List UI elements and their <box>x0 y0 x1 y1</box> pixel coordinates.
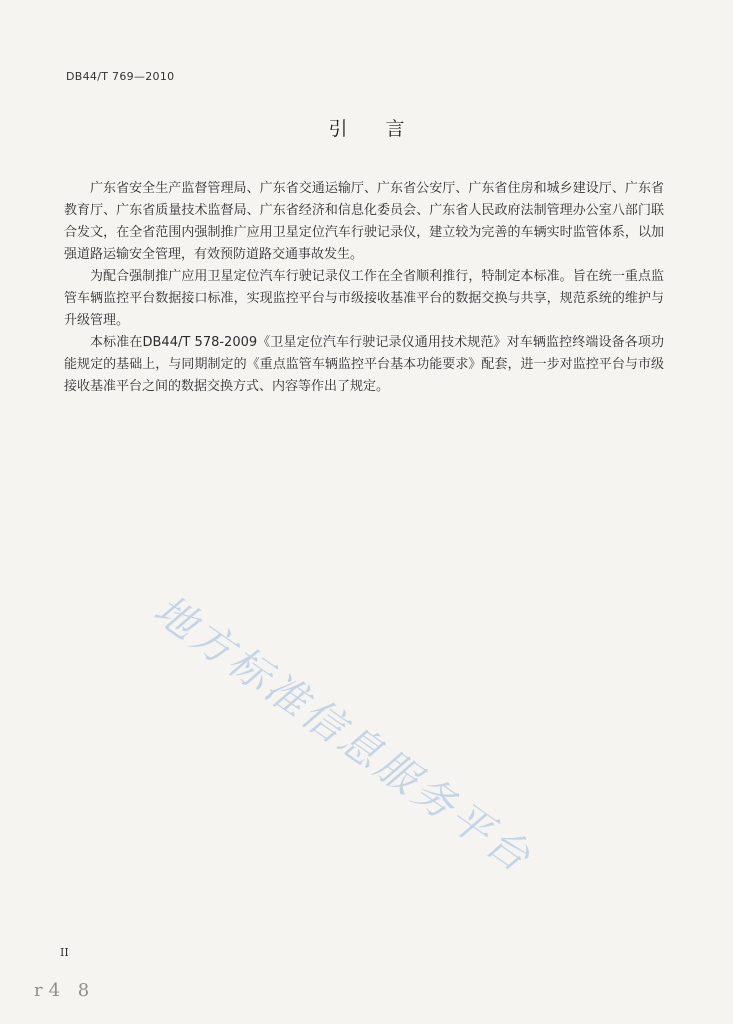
section-title: 引言 <box>328 118 443 140</box>
document-code: DB44/T 769—2010 <box>66 70 175 83</box>
paragraph-3: 本标准在DB44/T 578-2009《卫星定位汽车行驶记录仪通用技术规范》对车辆监控终端设备各项功能规定的基础上，与同期制定的《重点监管车辆监控平台基本功能要求》配套，进一步对监控平台与市级接收基准平台之间的数据交换方式、内容等作出了规定。 <box>64 335 664 394</box>
scan-mark: r4 8 <box>34 980 96 1001</box>
document-body <box>64 178 664 398</box>
paragraph-1: 广东省安全生产监督管理局、广东省交通运输厅、广东省公安厅、广东省住房和城乡建设厅、广东省教育厅、广东省质量技术监督局、广东省经济和信息化委员会、广东省人民政府法制管理办公室八部门联合发文，在全省范围内强制推广应用卫星定位汽车行驶记录仪，建立较为完善的车辆实时监管体系，以加强道路运输安全管理，有效预防道路交通事故发生。 <box>64 181 664 262</box>
page-number: II <box>60 946 69 959</box>
watermark: 地方标准信息服务平台 <box>145 585 542 883</box>
paragraph-2: 为配合强制推广应用卫星定位汽车行驶记录仪工作在全省顺利推行，特制定本标准。旨在统一重点监管车辆监控平台数据接口标准，实现监控平台与市级接收基准平台的数据交换与共享，规范系统的维护与升级管理。 <box>64 269 664 328</box>
